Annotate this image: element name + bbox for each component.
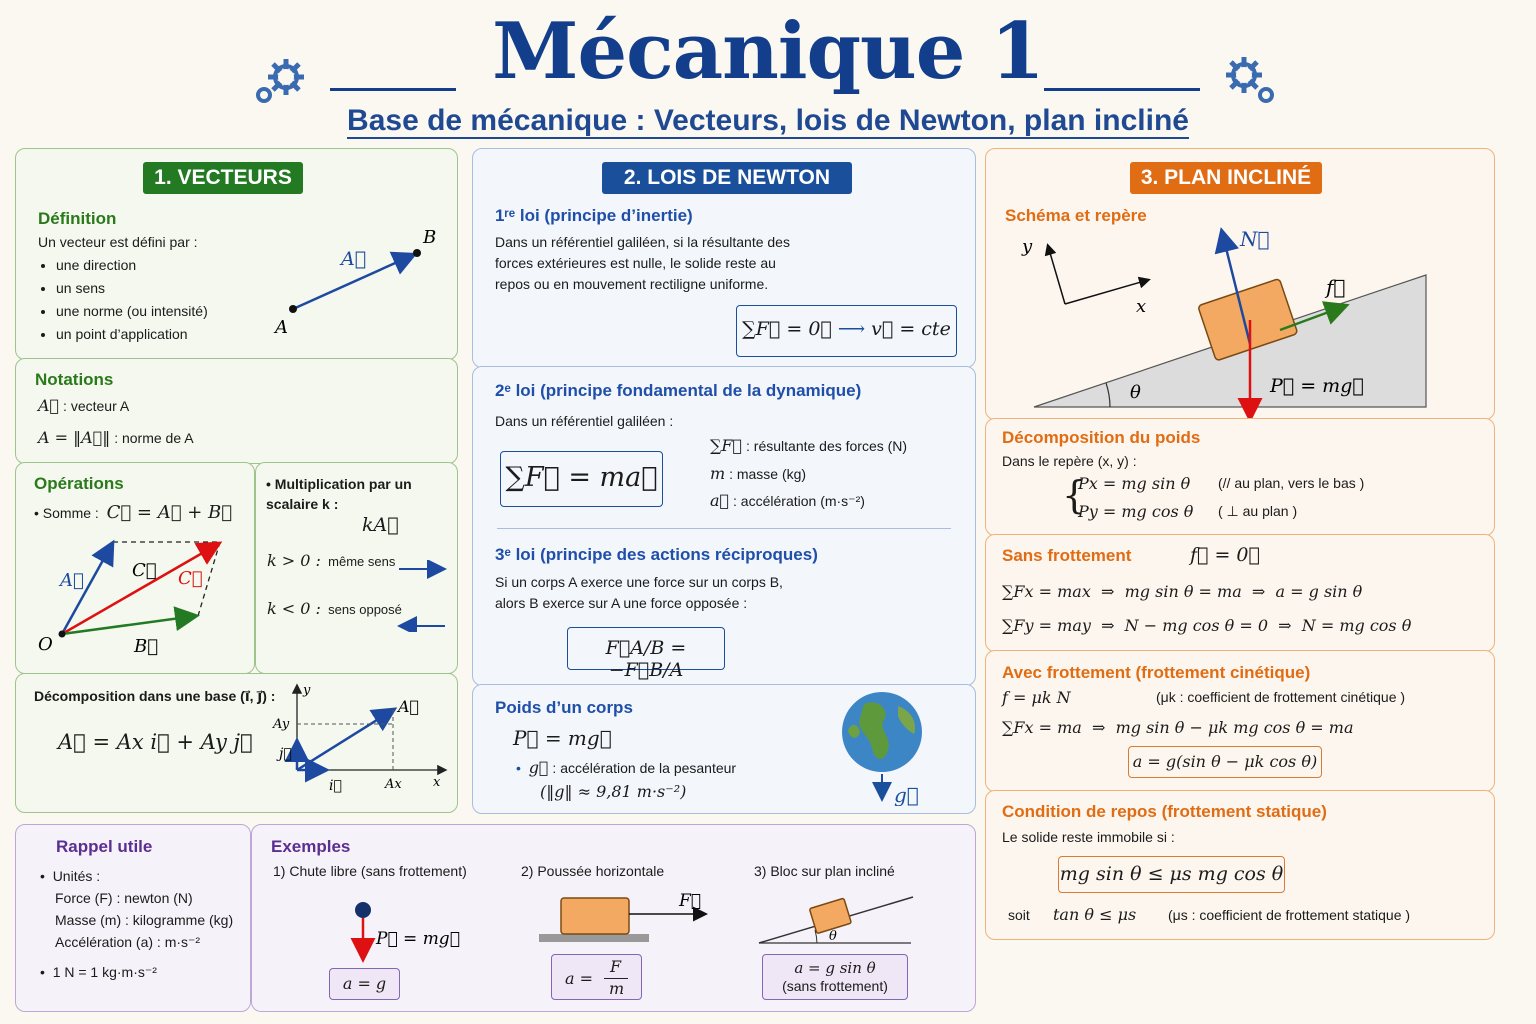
newton-definition: • 1 N = 1 kg·m·s⁻² [40,964,157,980]
notations-title: Notations [35,370,114,389]
example2-result: a = F m [551,954,642,1000]
vector-sum-diagram [30,528,245,660]
sans-frottement-f: f⃗ = 0⃗ [1190,544,1260,566]
avec-frottement-title: Avec frottement (frottement cinétique) [1002,663,1311,682]
base-decomposition-diagram [265,680,450,800]
law2-formula-box: ∑F⃗ = ma⃗ [500,451,663,507]
law2-title: 2ᵉ loi (principe fondamental de la dynamique) [495,381,862,400]
repos-soit: soit [1008,907,1030,923]
definition-list [38,254,208,346]
example1-result: a = g [329,968,400,1000]
vector-c-red-label: C⃗ [178,568,203,589]
g-vector-label: g⃗ [894,783,919,806]
title-rule-right [1044,88,1200,91]
poids-formula: P⃗ = mg⃗ [513,726,612,750]
weight-label: P⃗ = mg⃗ [1270,375,1364,397]
px-note: (// au plan, vers le bas ) [1218,475,1365,491]
k-negative-row: k < 0 : sens opposé [267,599,402,618]
repos-title: Condition de repos (frottement statique) [1002,802,1327,821]
example3-diagram [755,885,920,949]
law3-title: 3ᵉ loi (principe des actions réciproques) [495,545,818,564]
inclined-plane-diagram [1010,220,1490,425]
example1-title: 1) Chute libre (sans frottement) [273,863,467,879]
example2-force-label: F⃗ [679,891,701,911]
example3-theta-label: θ [829,929,837,944]
law1-formula-box: ∑F⃗ = 0⃗ ⟶ v⃗ = cte [736,305,957,357]
repos-note: (μs : coefficient de frottement statique ) [1168,907,1411,923]
list-item: • un sens [56,277,208,300]
law2-text: Dans un référentiel galiléen : [495,413,674,429]
exemples-title: Exemples [271,837,351,856]
origin-label: O [38,634,53,655]
repos-formula-box: mg sin θ ≤ μs mg cos θ [1058,856,1285,893]
x-axis-label: x [433,775,441,790]
point-a-label: A [275,317,288,338]
law3-formula-box: F⃗A/B = −F⃗B/A [567,627,725,670]
unit-force: Force (F) : newton (N) [55,890,193,906]
gear-icon [1222,55,1282,110]
law1-title: 1ʳᵉ loi (principe d’inertie) [495,206,693,225]
unit-mass: Masse (m) : kilogramme (kg) [55,912,234,928]
law3-text: Si un corps A exerce une force sur un corps B, alors B exerce sur A une force opposée : [495,574,783,611]
ax-label: Ax [385,777,402,792]
point-b-label: B [423,227,437,248]
avec-frottement-note: (μk : coefficient de frottement cinétique ) [1156,689,1406,705]
vector-c-label: C⃗ [132,560,157,581]
normal-force-label: N⃗ [1240,227,1270,251]
vector-a-label: A⃗ [398,697,420,716]
decomp-poids-intro: Dans le repère (x, y) : [1002,453,1137,469]
decomposition-formula: A⃗ = Ax i⃗ + Ay j⃗ [58,730,253,754]
title-rule-left [330,88,456,91]
avec-frottement-line2: ∑Fx = ma ⇒ mg sin θ − μk mg cos θ = ma [1002,718,1354,737]
law1-text: Dans un référentiel galiléen, si la résultante des forces extérieures est nulle, le solide reste au repos ou en mouvement rectiligne uniforme. [495,234,790,292]
repos-text: Le solide reste immobile si : [1002,829,1175,845]
y-axis-label: y [1022,236,1033,257]
sans-frottement-line1: ∑Fx = max ⇒ mg sin θ = ma ⇒ a = g sin θ [1002,582,1363,601]
list-item: • un point d’application [56,323,208,346]
avec-frottement-result: a = g(sin θ − μk cos θ) [1128,746,1322,778]
definition-intro: Un vecteur est défini par : [38,234,198,250]
law2-def-mass: m : masse (kg) [710,464,807,483]
definition-title: Définition [38,209,117,228]
k-arrows [395,560,450,632]
k-positive-row: k > 0 : même sens [267,551,396,570]
py-formula: Py = mg cos θ [1078,502,1194,521]
repos-tan: tan θ ≤ μs [1053,905,1137,924]
avec-frottement-f: f = μk N [1002,688,1071,707]
multiplication-formula: kA⃗ [362,514,399,536]
page-title: Mécanique 1 [492,6,1044,97]
poids-g-row: • g⃗ : accélération de la pesanteur [516,758,737,777]
poids-g-value: (‖g‖ ≈ 9,81 m·s⁻²) [540,782,687,801]
decomp-poids-title: Décomposition du poids [1002,428,1201,447]
vecteurs-badge: 1. VECTEURS [143,162,303,194]
vector-ab-diagram [265,225,445,345]
notation-norm: A = ‖A⃗‖ : norme de A [38,428,194,447]
friction-label: f⃗ [1326,275,1346,299]
example2-title: 2) Poussée horizontale [521,863,665,879]
plan-badge: 3. PLAN INCLINÉ [1130,162,1322,194]
law2-def-forces: ∑F⃗ : résultante des forces (N) [710,436,908,455]
gear-icon [250,55,310,110]
example2-diagram [535,884,715,946]
y-axis-label: y [303,683,311,698]
list-item: • une norme (ou intensité) [56,300,208,323]
example3-title: 3) Bloc sur plan incliné [754,863,895,879]
somme-row: • Somme : C⃗ = A⃗ + B⃗ [34,502,233,523]
page-subtitle: Base de mécanique : Vecteurs, lois de Newton, plan incliné [347,104,1189,137]
poids-title: Poids d’un corps [495,698,633,717]
units-label: • Unités : [40,868,101,884]
newton-badge: 2. LOIS DE NEWTON [602,162,852,194]
notation-vector: A⃗ : vecteur A [38,396,130,415]
example1-diagram [340,892,460,967]
list-item: • une direction [56,254,208,277]
multiplication-title: • Multiplication par un scalaire k : [266,476,412,512]
earth-icon [838,690,928,806]
vector-a-label: A⃗ [341,248,367,270]
sans-frottement-title: Sans frottement [1002,546,1132,565]
operations-title: Opérations [34,474,124,493]
i-label: i⃗ [329,778,342,794]
law-divider [497,528,951,529]
example1-weight-label: P⃗ = mg⃗ [376,929,460,949]
px-formula: Px = mg sin θ [1078,474,1191,493]
law2-def-accel: a⃗ : accélération (m·s⁻²) [710,491,865,510]
ay-label: Ay [273,717,290,732]
brace: { [1062,473,1087,517]
x-axis-label: x [1136,296,1147,317]
sans-frottement-line2: ∑Fy = may ⇒ N − mg cos θ = 0 ⇒ N = mg cos θ [1002,616,1412,635]
vector-b-label: B⃗ [134,636,159,657]
vector-a-label: A⃗ [60,570,84,591]
decomposition-title: Décomposition dans une base (i⃗, j⃗) : [34,688,276,704]
py-note: ( ⊥ au plan ) [1218,503,1298,519]
schema-title: Schéma et repère [1005,206,1147,225]
example3-result: a = g sin θ (sans frottement) [762,954,908,1000]
unit-accel: Accélération (a) : m·s⁻² [55,934,201,950]
rappel-title: Rappel utile [56,837,153,856]
j-label: j⃗ [279,746,292,762]
theta-label: θ [1130,382,1141,403]
rappel-units [40,865,233,983]
